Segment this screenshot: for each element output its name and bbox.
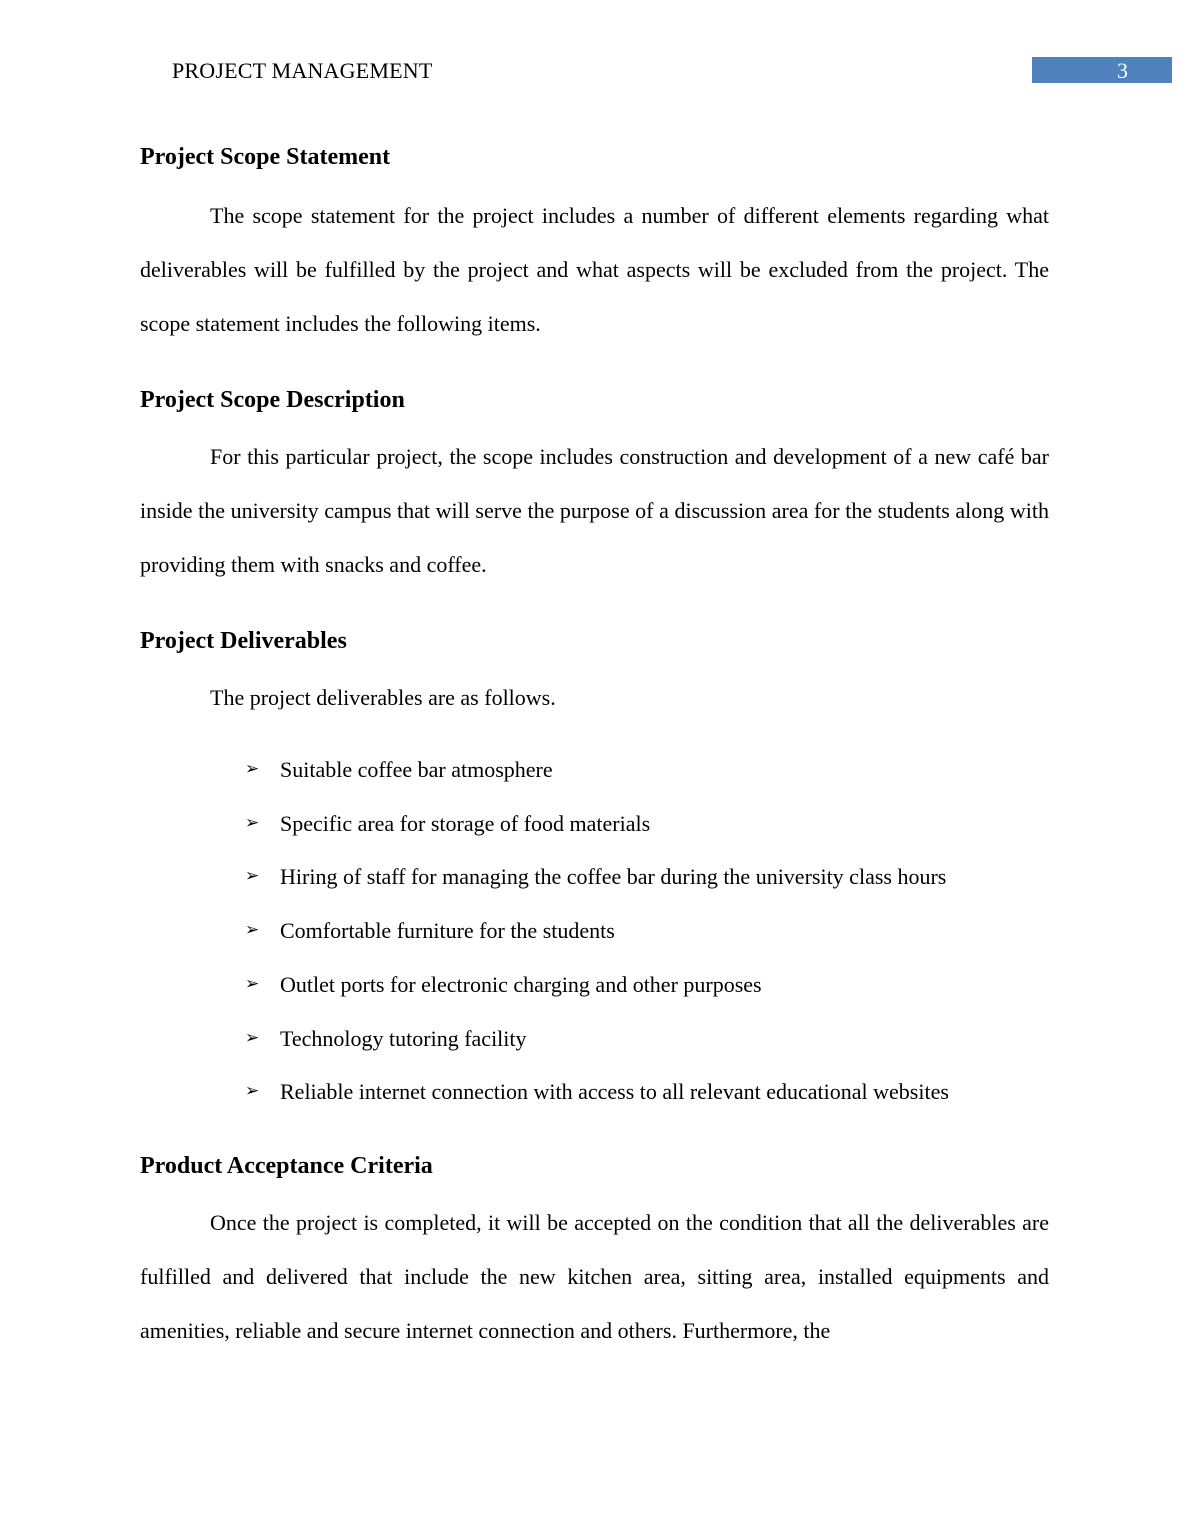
paragraph-scope-statement: The scope statement for the project includes a number of different elements regarding what deliverables will be fulfilled by the project and what aspects will be excluded from the project. The scope statement includes the following items. xyxy=(140,203,1049,336)
running-header-title: PROJECT MANAGEMENT xyxy=(172,58,433,83)
arrowhead-bullet-icon: ➢ xyxy=(245,759,260,779)
list-item xyxy=(245,958,1049,1012)
list-item-text: Technology tutoring facility xyxy=(280,1025,527,1051)
heading-project-scope-description: Project Scope Description xyxy=(140,387,405,413)
list-item-text: Outlet ports for electronic charging and other purposes xyxy=(280,971,762,997)
arrowhead-bullet-icon: ➢ xyxy=(245,1081,260,1102)
page-number-box xyxy=(1032,57,1172,83)
heading-product-acceptance-criteria: Product Acceptance Criteria xyxy=(140,1152,433,1179)
heading-project-scope-statement: Project Scope Statement xyxy=(140,144,391,170)
arrowhead-bullet-icon: ➢ xyxy=(245,920,260,941)
list-item-text: Hiring of staff for managing the coffee bar during the university class hours xyxy=(280,864,947,890)
arrowhead-bullet-icon: ➢ xyxy=(245,812,260,833)
list-item xyxy=(245,743,1049,797)
list-item-text: Reliable internet connection with access to all relevant educational websites xyxy=(280,1079,949,1105)
list-item xyxy=(245,1012,1049,1066)
list-item xyxy=(245,850,1049,904)
arrowhead-bullet-icon: ➢ xyxy=(245,1027,260,1048)
list-item-text: Specific area for storage of food materials xyxy=(280,810,651,836)
list-item-text: Suitable coffee bar atmosphere xyxy=(280,757,553,782)
page-number: 3 xyxy=(1117,58,1128,83)
paragraph-scope-description: For this particular project, the scope includes construction and development of a new café bar inside the university campus that will serve the purpose of a discussion area for the students along with providing them with snacks and coffee. xyxy=(140,444,1049,577)
arrowhead-bullet-icon: ➢ xyxy=(245,973,260,994)
list-item-text: Comfortable furniture for the students xyxy=(280,918,615,944)
list-item xyxy=(245,1065,1049,1119)
paragraph-deliverables-intro: The project deliverables are as follows. xyxy=(210,685,556,710)
list-item xyxy=(245,797,1049,851)
list-item xyxy=(245,904,1049,958)
paragraph-acceptance-criteria: Once the project is completed, it will be accepted on the condition that all the deliverables are fulfilled and delivered that include the new kitchen area, sitting area, installed equipments and amenities, reliable and secure internet connection and others. Furthermore, the xyxy=(140,1209,1049,1343)
document-body xyxy=(140,138,1049,1358)
heading-project-deliverables: Project Deliverables xyxy=(140,628,347,654)
arrowhead-bullet-icon: ➢ xyxy=(245,866,260,887)
deliverables-list xyxy=(140,743,1049,1119)
